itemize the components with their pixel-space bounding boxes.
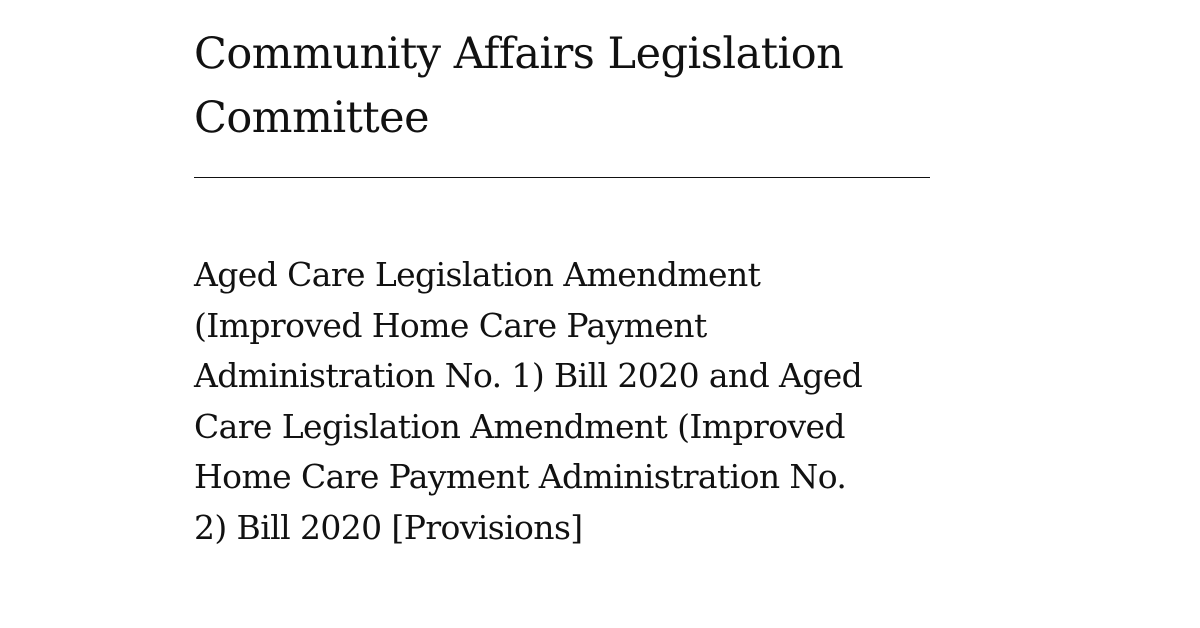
report-title: Aged Care Legislation Amendment (Improved Home Care Payment Administration No. 1) Bill 2020 and Aged Care Legislation Amendment (Improved Home Care Payment Administration No. 2) Bill 2020 [Provisions] [194, 255, 863, 547]
committee-title: Community Affairs Legislation Committee [194, 29, 844, 143]
title-divider [194, 177, 930, 178]
